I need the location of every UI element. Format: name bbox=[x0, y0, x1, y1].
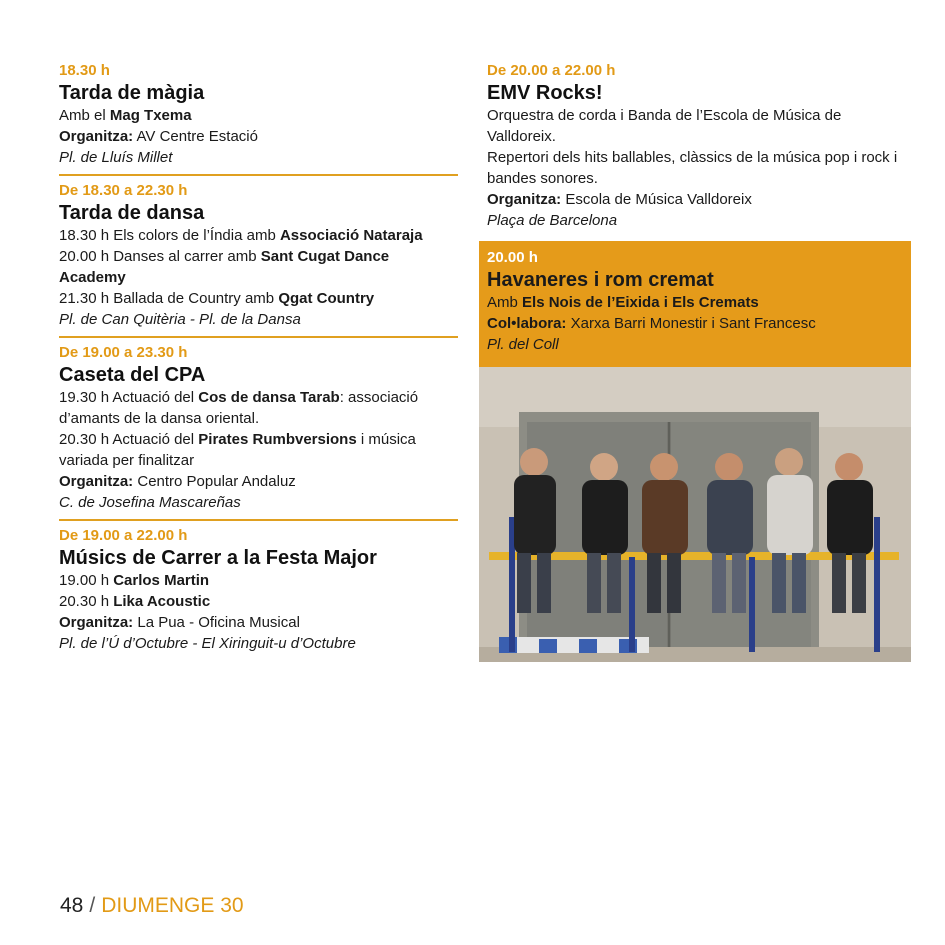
event-block bbox=[479, 60, 911, 231]
detail-text: Orquestra de corda i Banda de l’Escola de Música de Valldoreix. bbox=[487, 107, 842, 145]
detail-text: Amb bbox=[487, 294, 523, 311]
event-time: 18.30 h bbox=[59, 62, 110, 79]
detail-bold: Cos de dansa Tarab bbox=[198, 389, 340, 406]
detail-text: 19.30 h Actuació del bbox=[59, 389, 199, 406]
event-detail-line bbox=[59, 126, 458, 147]
event-time: De 19.00 a 23.30 h bbox=[59, 344, 188, 361]
event-place: Pl. del Coll bbox=[487, 336, 559, 353]
event-title: Havaneres i rom cremat bbox=[487, 269, 714, 291]
detail-text: AV Centre Estació bbox=[133, 128, 258, 145]
detail-bold: Sant Cugat Dance Academy bbox=[59, 248, 390, 286]
detail-bold: Pirates Rumbversions bbox=[198, 431, 357, 448]
event-title: Tarda de dansa bbox=[59, 202, 205, 224]
event-time: De 20.00 a 22.00 h bbox=[487, 62, 616, 79]
detail-text: 21.30 h Ballada de Country amb bbox=[59, 290, 279, 307]
detail-text: 18.30 h Els colors de l’Índia amb bbox=[59, 227, 280, 244]
detail-text: 20.00 h Danses al carrer amb bbox=[59, 248, 261, 265]
event-detail-line bbox=[59, 246, 458, 288]
event-place: Pl. de Can Quitèria - Pl. de la Dansa bbox=[59, 311, 301, 328]
page-number: 48 bbox=[60, 894, 84, 917]
detail-bold: Mag Txema bbox=[109, 107, 192, 124]
event-place: Pl. de l’Ú d’Octubre - El Xiringuit-u d’Octubre bbox=[59, 635, 356, 652]
event-detail-line bbox=[59, 570, 458, 591]
detail-bold: Organitza: bbox=[59, 128, 134, 145]
band-photo bbox=[479, 367, 911, 662]
detail-text: Escola de Música Valldoreix bbox=[561, 191, 752, 208]
event-detail-line bbox=[59, 429, 458, 471]
band-photo-illustration bbox=[479, 367, 911, 662]
event-time: De 18.30 a 22.30 h bbox=[59, 182, 188, 199]
detail-bold: Organitza: bbox=[487, 191, 562, 208]
detail-bold: Associació Nataraja bbox=[279, 227, 423, 244]
footer-separator: / bbox=[89, 894, 96, 917]
event-title: Músics de Carrer a la Festa Major bbox=[59, 547, 377, 569]
event-detail-line bbox=[487, 189, 911, 210]
event-detail-line bbox=[487, 292, 903, 313]
detail-bold: Col•labora: bbox=[487, 315, 567, 332]
detail-bold: Qgat Country bbox=[278, 290, 375, 307]
detail-text: Xarxa Barri Monestir i Sant Francesc bbox=[566, 315, 816, 332]
event-detail-line bbox=[487, 147, 911, 189]
right-column bbox=[479, 60, 911, 662]
left-column bbox=[59, 60, 458, 654]
event-detail-line bbox=[59, 471, 458, 492]
event-block bbox=[59, 336, 458, 513]
event-detail-line bbox=[59, 612, 458, 633]
event-detail-line bbox=[487, 313, 903, 334]
detail-text: Repertori dels hits ballables, clàssics de la música pop i rock i bandes sonores. bbox=[487, 149, 898, 187]
highlight-event-box bbox=[479, 241, 911, 367]
detail-text: 20.30 h bbox=[59, 593, 114, 610]
detail-text: Centro Popular Andaluz bbox=[133, 473, 296, 490]
detail-text: i música variada per finalitzar bbox=[59, 431, 416, 469]
detail-text: 19.00 h bbox=[59, 572, 114, 589]
event-title: Tarda de màgia bbox=[59, 82, 205, 104]
detail-text: Amb el bbox=[59, 107, 110, 124]
event-title: EMV Rocks! bbox=[487, 82, 603, 104]
event-detail-line bbox=[59, 225, 458, 246]
page-footer bbox=[60, 893, 244, 919]
detail-text: : associació d’amants de la dansa oriental. bbox=[59, 389, 419, 427]
event-detail-line bbox=[59, 591, 458, 612]
event-block bbox=[59, 174, 458, 330]
event-place: C. de Josefina Mascareñas bbox=[59, 494, 241, 511]
event-detail-line bbox=[59, 105, 458, 126]
detail-bold: Lika Acoustic bbox=[113, 593, 211, 610]
footer-day: DIUMENGE 30 bbox=[101, 894, 244, 917]
event-place: Pl. de Lluís Millet bbox=[59, 149, 173, 166]
detail-text: 20.30 h Actuació del bbox=[59, 431, 199, 448]
event-detail-line bbox=[487, 105, 911, 147]
event-place: Plaça de Barcelona bbox=[487, 212, 618, 229]
detail-bold: Organitza: bbox=[59, 614, 134, 631]
detail-text: La Pua - Oficina Musical bbox=[133, 614, 300, 631]
detail-bold: Els Nois de l’Eixida i Els Cremats bbox=[522, 294, 759, 311]
event-time: De 19.00 a 22.00 h bbox=[59, 527, 188, 544]
event-block bbox=[59, 60, 458, 168]
event-time: 20.00 h bbox=[487, 249, 538, 266]
event-block bbox=[59, 519, 458, 654]
event-title: Caseta del CPA bbox=[59, 364, 206, 386]
detail-bold: Organitza: bbox=[59, 473, 134, 490]
detail-bold: Carlos Martin bbox=[113, 572, 210, 589]
event-detail-line bbox=[59, 288, 458, 309]
event-detail-line bbox=[59, 387, 458, 429]
